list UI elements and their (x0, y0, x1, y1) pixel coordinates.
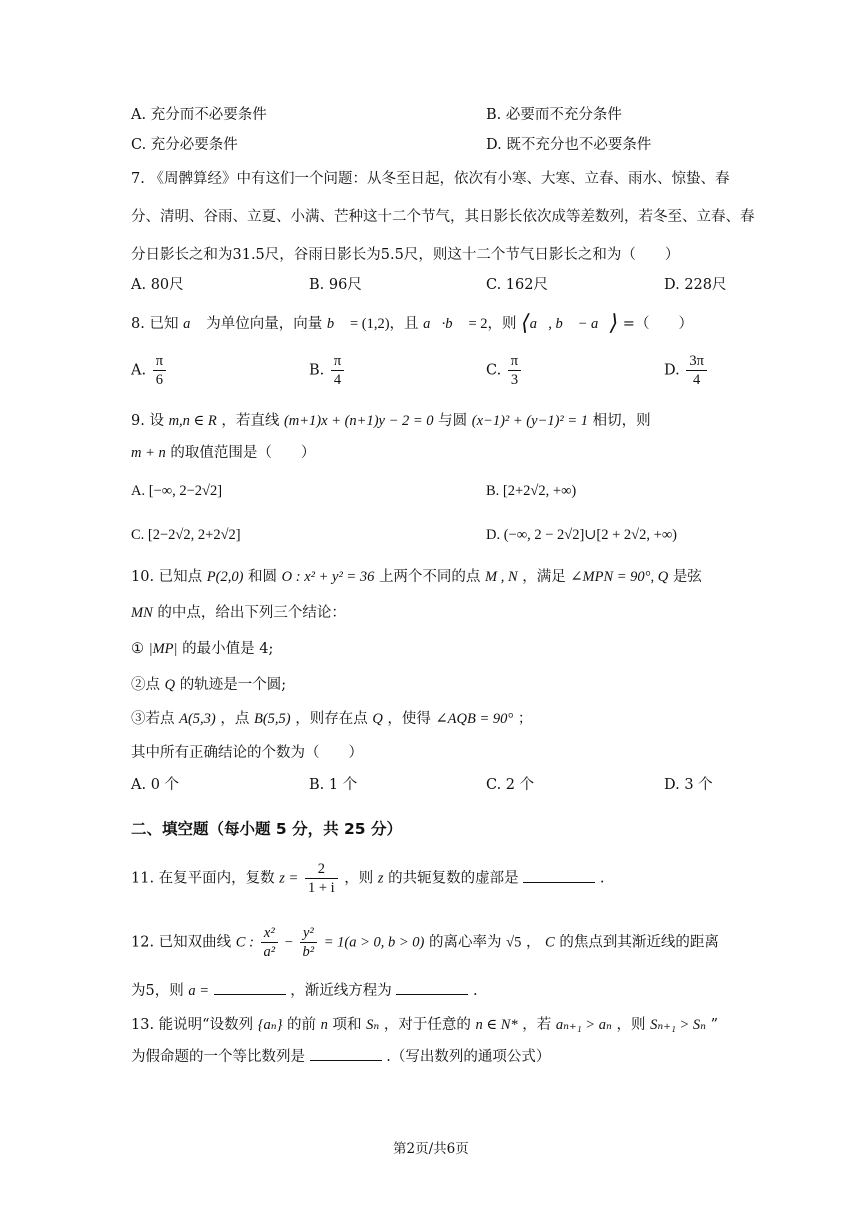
q10-option-c: C. 2 个 (486, 777, 535, 793)
q10-point-a: A(5,3) (179, 711, 216, 727)
q13-text: ” (710, 1017, 719, 1033)
section-heading: 二、填空题（每小题 5 分，共 25 分） (131, 820, 402, 838)
q6-option-d: D. 既不充分也不必要条件 (486, 137, 652, 153)
q10-chord: MN (131, 605, 153, 621)
q10-point-p: P(2,0) (206, 569, 244, 585)
q9-stem-line1 (131, 410, 651, 432)
q12-text: ，渐近线方程为 (290, 983, 392, 999)
vector-a: a⃗ (183, 316, 202, 332)
answer-blank (396, 980, 468, 995)
q11-z: z (377, 870, 384, 887)
q6-option-c: C. 充分必要条件 (131, 137, 238, 153)
q12-fraction-y (300, 924, 318, 961)
q10-text: 的中点，给出下列三个结论： (157, 605, 346, 621)
q9-text-range: 的取值范围是（ ） (170, 445, 316, 461)
fraction-denominator: a² (263, 944, 276, 960)
q8-text-2: 为单位向量，向量 (206, 316, 323, 332)
q13-text: ，若 (522, 1017, 552, 1033)
q9-text-1: 9. 设 (131, 413, 164, 429)
fraction-denominator: 6 (155, 372, 163, 388)
q7-option-b: B. 96尺 (309, 277, 362, 293)
answer-blank (214, 980, 286, 995)
dot-product: a⃗·b⃗ (423, 316, 464, 332)
q11-text: 的共轭复数的虚部是 (388, 870, 519, 887)
q10-question: 其中所有正确结论的个数为（ ） (131, 745, 363, 761)
q10-text: 是弦 (672, 569, 702, 585)
fraction-numerator: 2 (305, 860, 338, 879)
q9-option-b: B. [2+2√2, +∞) (486, 483, 577, 499)
q10-point-q: Q (164, 677, 176, 693)
fraction-numerator: x² (261, 924, 279, 943)
q12-a-equals: a = (188, 983, 210, 999)
q9-option-c: C. [2−2√2, 2+2√2] (131, 527, 241, 543)
q13-n-in-n: n ∈ N* (475, 1017, 518, 1033)
q12-text: 为5，则 (131, 983, 184, 999)
q10-text: 上两个不同的点 (378, 569, 481, 585)
q11-period: . (599, 870, 605, 887)
q10-points-mn: M , N (485, 569, 518, 585)
q10-text: 的最小值是 4; (182, 641, 274, 657)
q10-text: ，则存在点 (295, 711, 368, 727)
option-label: B. (309, 362, 325, 379)
circled-number: ③若点 (131, 711, 175, 727)
q12-text: 12. 已知双曲线 (131, 934, 232, 951)
q10-text: ，使得 (387, 711, 431, 727)
q12-stem-line2 (131, 980, 478, 1002)
q12-eccentricity: √5 (506, 934, 522, 951)
q10-text: 的轨迹是一个圆; (179, 677, 287, 693)
q9-expression: m + n (131, 445, 166, 461)
q9-text-7: 相切，则 (592, 413, 651, 429)
answer-blank (310, 1046, 382, 1061)
fraction-numerator: π (153, 352, 166, 371)
q9-text-5: 与圆 (438, 413, 468, 429)
q11-text: ，则 (344, 870, 374, 887)
q12-text: 的离心率为 (429, 934, 502, 951)
fraction-denominator: b² (302, 944, 315, 960)
q13-text: ，则 (616, 1017, 646, 1033)
q11-text: 11. 在复平面内，复数 (131, 870, 275, 887)
q10-conclusion-3 (131, 708, 532, 730)
q12-stem-line1 (131, 924, 719, 961)
minus-sign: − (284, 934, 293, 951)
q10-text: 和圆 (248, 569, 278, 585)
q7-stem-line3: 分日影长之和为31.5尺，谷雨日影长为5.5尺，则这十二个节气日影长之和为（ ） (131, 247, 680, 263)
q7-option-d: D. 228尺 (664, 277, 727, 293)
q10-angle-aqb: ∠AQB = 90° (435, 711, 514, 727)
q10-text: ； (517, 711, 533, 727)
q8-dot-value: = 2，则 (468, 316, 517, 332)
circled-number: ②点 (131, 677, 160, 693)
q13-text: 为假命题的一个等比数列是 (131, 1049, 305, 1065)
q6-option-a: A. 充分而不必要条件 (131, 107, 267, 123)
vector-b: b⃗ (326, 316, 346, 332)
q12-c: C (545, 934, 555, 951)
q12-condition: = 1(a > 0, b > 0) (323, 934, 425, 951)
fraction-denominator: 3 (510, 372, 519, 388)
circled-number: ① (131, 641, 144, 657)
q10-text: ，点 (220, 711, 250, 727)
q13-condition-a: aₙ₊₁ > aₙ (555, 1017, 612, 1033)
q9-circle-equation: (x−1)² + (y−1)² = 1 (471, 413, 589, 429)
q12-text: ， (525, 934, 541, 951)
q13-text: 项和 (332, 1017, 362, 1033)
option-label: C. (486, 362, 502, 379)
fraction-numerator: π (508, 352, 521, 371)
q7-stem-line2: 分、清明、谷雨、立夏、小满、芒种这十二个节气，其日影长依次成等差数列，若冬至、立春、春 (131, 209, 755, 225)
q13-n: n (320, 1017, 328, 1033)
q10-option-a: A. 0 个 (131, 777, 180, 793)
q7-stem-line1: 7. 《周髀算经》中有这们一个问题：从冬至日起，依次有小寒、大寒、立春、雨水、惊蛰、春 (131, 171, 730, 187)
q10-conclusion-1 (131, 638, 273, 660)
q8-option-d (664, 352, 709, 389)
q13-condition-s: Sₙ₊₁ > Sₙ (650, 1017, 707, 1033)
q10-option-d: D. 3 个 (664, 777, 713, 793)
q12-text: 的焦点到其渐近线的距离 (559, 934, 719, 951)
q10-abs-mp: |MP| (148, 641, 178, 657)
q10-stem-line2 (131, 602, 346, 624)
q13-text: ，对于任意的 (383, 1017, 471, 1033)
q10-stem-line1 (131, 566, 702, 588)
q8-vector-b-value: = (1,2)，且 (349, 316, 419, 332)
q11-z-equals: z = (279, 870, 299, 887)
option-label: D. (664, 362, 680, 379)
q10-option-b: B. 1 个 (309, 777, 358, 793)
q8-option-a (131, 352, 168, 389)
fraction-denominator: 4 (692, 372, 701, 388)
q9-set: m,n ∈ R (168, 413, 217, 429)
page-footer: 第2页/共6页 (393, 1141, 469, 1157)
q9-line-equation: (m+1)x + (n+1)y − 2 = 0 (283, 413, 434, 429)
q6-option-b: B. 必要而不充分条件 (486, 107, 622, 123)
q13-stem-line1 (131, 1014, 718, 1036)
q11-fraction (305, 860, 338, 897)
q10-text: ，满足 (522, 569, 566, 585)
q10-text: 10. 已知点 (131, 569, 203, 585)
fraction-numerator: 3π (686, 352, 707, 371)
q10-angle: ∠MPN = 90°, Q (570, 569, 669, 585)
q10-point-q: Q (372, 711, 383, 727)
angle-expression: ⟨a⃗, b⃗ − a⃗⟩ (521, 310, 619, 335)
fraction-denominator: 1 + i (307, 880, 335, 896)
fraction-numerator: y² (300, 924, 318, 943)
q9-option-d: D. (−∞, 2 − 2√2]∪[2 + 2√2, +∞) (486, 527, 677, 543)
q13-stem-line2 (131, 1046, 550, 1068)
q13-text: .（写出数列的通项公式） (386, 1049, 551, 1065)
q13-sn: Sₙ (366, 1017, 380, 1033)
fraction-denominator: 4 (333, 372, 342, 388)
q13-text: 13. 能说明“设数列 (131, 1017, 254, 1033)
q8-text-1: 8. 已知 (131, 316, 179, 332)
q11-stem (131, 860, 604, 897)
q8-stem (131, 312, 693, 335)
q9-text-3: ，若直线 (221, 413, 280, 429)
q9-stem-line2 (131, 442, 315, 464)
q7-option-a: A. 80尺 (131, 277, 184, 293)
q13-text: 的前 (287, 1017, 317, 1033)
q9-option-a: A. [−∞, 2−2√2] (131, 483, 223, 499)
option-label: A. (131, 362, 147, 379)
q12-fraction-x (261, 924, 279, 961)
answer-blank (523, 868, 595, 883)
q8-text-5: =（ ） (622, 316, 693, 332)
q12-period: . (472, 983, 478, 999)
q7-option-c: C. 162尺 (486, 277, 548, 293)
q10-conclusion-2 (131, 674, 286, 696)
q8-option-b (309, 352, 346, 389)
q12-hyperbola-name: C : (235, 934, 254, 951)
q13-sequence: {aₙ} (257, 1017, 283, 1033)
q8-option-c (486, 352, 523, 389)
q10-point-b: B(5,5) (253, 711, 291, 727)
fraction-numerator: π (331, 352, 344, 371)
q10-circle: O : x² + y² = 36 (281, 569, 375, 585)
